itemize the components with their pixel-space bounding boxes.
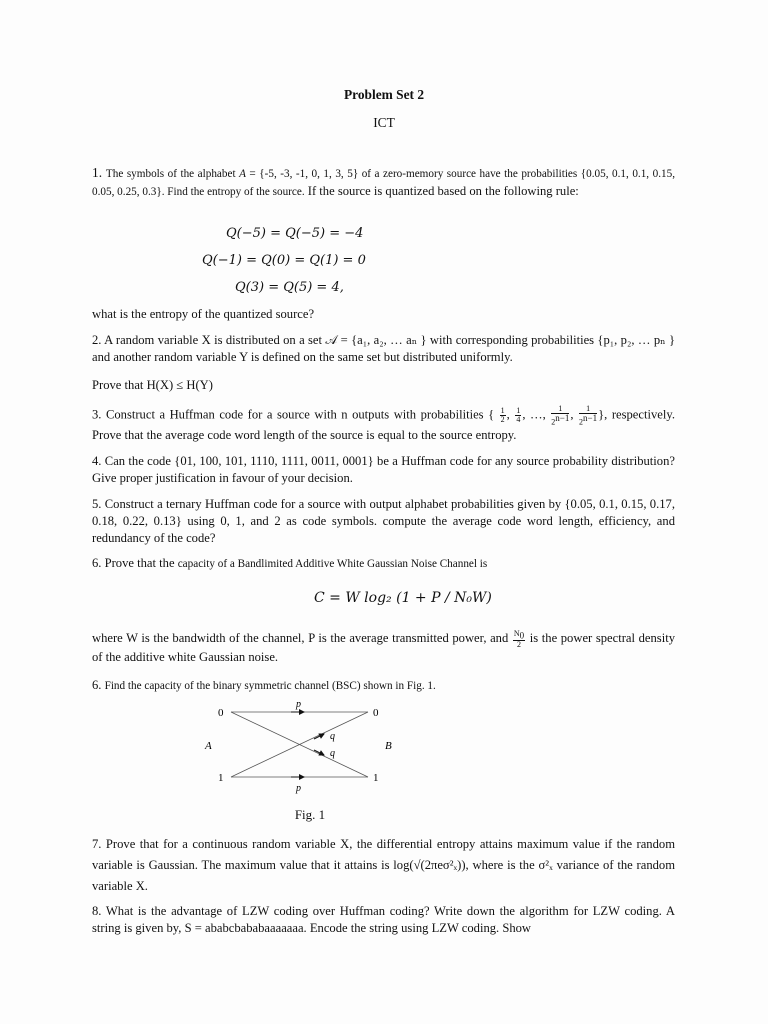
page-title: Problem Set 2 (343, 87, 425, 102)
q3-text-b: }, respectively. Prove that the average code word length of the source is equal to the source entropy. (92, 407, 675, 442)
q1-text-a: The symbols of the alphabet (105, 168, 240, 180)
q6b-text: Find the capacity of the binary symmetric channel (BSC) shown in Fig. 1. (104, 680, 436, 692)
question-7 (92, 834, 675, 897)
q-down-label: q (330, 748, 335, 759)
q6a-text: capacity of a Bandlimited Additive White Gaussian Noise Channel is (177, 558, 488, 570)
q6a-formula: C = W log₂ (1 + P / N₀W) (314, 590, 492, 606)
figure-caption: Fig. 1 (294, 807, 326, 822)
fraction-2-n-1-a: $\frac{1}{2^{n-1}}$ (551, 404, 570, 427)
question-5: 5. Construct a ternary Huffman code for a source with output alphabet probabilities given by {0.05, 0.1, 0.15, 0.17, 0.18, 0.22, 0.13} using 0, 1, and 2 as code symbols. compute the average code word length, efficiency, and redundancy of the code? (92, 497, 675, 545)
q1-equation-2: Q(−1) = Q(0) = Q(1) = 0 (202, 253, 366, 268)
q6a-where-a: where W is the bandwidth of the channel, P is the average transmitted power, and (92, 631, 509, 646)
q6a-where (92, 630, 675, 665)
q6a-where-b: is the power spectral density of the additive white Gaussian noise. (92, 631, 675, 664)
q1-text-b: = {-5, -3, -1, 0, 1, 3, 5} of a zero-memory source have the probabilities {0.05, 0.1, 0.1, 0.15, 0.05, 0.25, 0.3}. Find the entropy of the source. (92, 168, 675, 198)
fraction-2-n-1-b: $\frac{1}{2^{n-1}}$ (579, 404, 598, 427)
q3-text-a: 3. Construct a Huffman code for a source with n outputs with probabilities { (92, 407, 495, 422)
q1-alphabet-var: A (239, 168, 246, 180)
q1-equation-1: Q(−5) = Q(−5) = −4 (226, 226, 364, 241)
bsc-diagram (196, 700, 396, 800)
input-0-label: 0 (218, 707, 224, 719)
q1-equation-3: Q(3) = Q(5) = 4, (235, 280, 344, 295)
fraction-n0-over-2: $\frac{N_0}{2}$ (513, 629, 525, 649)
fraction-half: $\frac{1}{2}$ (500, 406, 505, 425)
q6a-lead: 6. Prove that the (92, 556, 178, 570)
page-subtitle: ICT (373, 115, 395, 130)
question-3: 3. Construct a Huffman code for a source with n outputs with probabilities { $\frac{1}{2}$ , $\frac{1}{4}$ , …, $\frac{1}{2^{n-1}}$ , $\frac{1}{2^{n-1}}$ }, respectively. Prove that the average code word length of the source is equal to the source entropy. (92, 404, 675, 442)
output-1-label: 1 (373, 772, 379, 784)
input-1-label: 1 (218, 772, 224, 784)
question-8: 8. What is the advantage of LZW coding over Huffman coding? Write down the algorithm for LZW coding. A string is given by, S = ababcbababaaaaaaa. Encode the string using LZW coding. Show (92, 904, 675, 935)
p-bottom-label: p (296, 783, 301, 794)
question-4: 4. Can the code {01, 100, 101, 1110, 1111, 0011, 0001} be a Huffman code for any source probability distribution? Give proper justification in favour of your decision. (92, 454, 675, 485)
q1-number: 1. (92, 165, 103, 180)
output-set-label: B (385, 740, 392, 752)
q7-text-b: variance of the random variable X. (92, 858, 676, 893)
question-2: 2. A random variable X is distributed on a set 𝒜 = {a₁, a₂, … aₙ } with corresponding probabilities {p₁, p₂, … pₙ } and another random variable Y is defined on the same set but distributed uniformly. (92, 333, 675, 364)
question-6a (92, 555, 675, 573)
q6b-lead: 6. (92, 678, 105, 692)
p-top-label: p (296, 700, 301, 710)
q1-text-c: If the source is quantized based on the following rule: (304, 183, 579, 198)
question-6b (92, 677, 675, 695)
question-1 (92, 165, 675, 201)
input-set-label: A (205, 740, 212, 752)
q-up-label: q (330, 731, 335, 742)
q1-question: what is the entropy of the quantized source? (92, 307, 315, 321)
fraction-quarter: $\frac{1}{4}$ (516, 406, 521, 425)
output-0-label: 0 (373, 707, 379, 719)
q7-text-a: 7. Prove that for a continuous random variable X, the differential entropy attains maximum value if the random variable is Gaussian. The maximum value that it attains is log(√(2πeσ²ₓ)), where is the σ²ₓ (92, 837, 675, 872)
q2-prove: Prove that H(X) ≤ H(Y) (92, 378, 213, 392)
